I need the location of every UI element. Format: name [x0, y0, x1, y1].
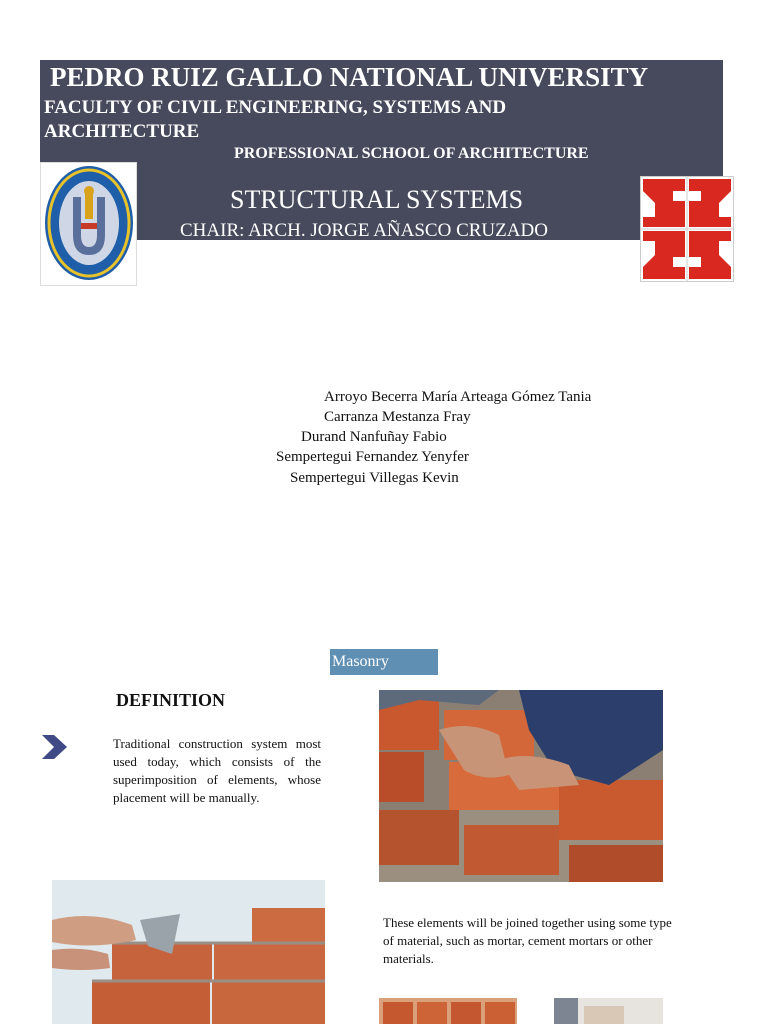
brick-stack-photo [379, 998, 517, 1024]
joined-elements-text: These elements will be joined together using some type of material, such as mortar, cement mortars or other materials. [383, 915, 672, 966]
chair-name: CHAIR: ARCH. JORGE AÑASCO CRUZADO [180, 220, 548, 241]
chevron-right-icon [40, 733, 68, 766]
author-line: Carranza Mestanza Fray [324, 409, 471, 425]
school-flag-logo [640, 176, 734, 282]
school-title: PROFESSIONAL SCHOOL OF ARCHITECTURE [234, 145, 589, 162]
university-seal-logo [40, 162, 137, 286]
trowel-wall-photo [52, 880, 325, 1024]
faculty-title: FACULTY OF CIVIL ENGINEERING, SYSTEMS AND ARCHITECTURE [44, 97, 507, 142]
author-line: Arroyo Becerra María Arteaga Gómez Tania [324, 389, 592, 405]
bricklaying-photo [379, 690, 663, 882]
worker-photo [554, 998, 663, 1024]
definition-heading: DEFINITION [116, 690, 226, 710]
university-title: PEDRO RUIZ GALLO NATIONAL UNIVERSITY [50, 62, 649, 92]
author-line: Sempertegui Fernandez Yenyfer [276, 449, 469, 465]
author-line: Durand Nanfuñay Fabio [301, 429, 447, 445]
section-tag-masonry: Masonry [330, 649, 438, 675]
course-title: STRUCTURAL SYSTEMS [230, 185, 524, 214]
definition-text: Traditional construction system most used today, which consists of the superimposition of elements, whose placement will be manually. [113, 736, 321, 805]
author-line: Sempertegui Villegas Kevin [290, 470, 459, 486]
